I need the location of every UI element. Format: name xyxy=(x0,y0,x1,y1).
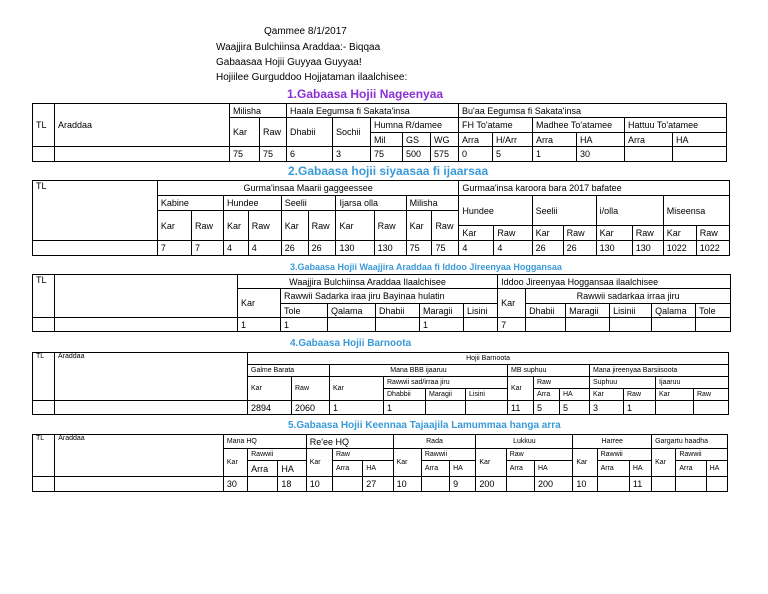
lisinii-value xyxy=(610,318,652,332)
gargartu-ha-value xyxy=(706,477,727,492)
waajjira-header: Waajjira Bulchiinsa Araddaa Ilaalchisee xyxy=(238,275,498,289)
kar-header: Kar xyxy=(238,289,281,318)
mana-jireenyaa-header: Mana jireenyaa Barsiisoota xyxy=(590,365,729,377)
milisha-raw-header: Raw xyxy=(432,211,459,241)
milisha-raw-value: 75 xyxy=(432,241,459,256)
ha-header: HA xyxy=(560,389,590,401)
tole-header: Tole xyxy=(281,304,328,318)
mil-value: 75 xyxy=(371,147,403,162)
miseensa-kar-header: Kar xyxy=(663,226,696,241)
humna-header: Humna R/damee xyxy=(371,118,459,133)
sochii-value: 3 xyxy=(333,147,371,162)
mb-suphuu-header: MB suphuu xyxy=(508,365,590,377)
suphuu-kar-value: 3 xyxy=(590,401,624,415)
reee-arra-value xyxy=(332,477,362,492)
qalama-header: Qalama xyxy=(328,304,376,318)
iolla-raw-header: Raw xyxy=(632,226,663,241)
galme-raw-value: 2060 xyxy=(292,401,330,415)
rada-kar-value: 10 xyxy=(393,477,421,492)
madhee-header: Madhee To'atamee xyxy=(533,118,625,133)
hundee2-kar-header: Kar xyxy=(459,226,494,241)
tl-cell xyxy=(33,477,55,492)
gurmaa-header: Gurma'insaa Maarii gaggeessee xyxy=(157,181,458,196)
reee-kar-value: 10 xyxy=(306,477,332,492)
section-1-title: 1.Gabaasa Hojii Nageenyaa xyxy=(287,87,444,101)
mana-kar-header: Kar xyxy=(223,449,247,477)
lukkuu-arra-value xyxy=(506,477,534,492)
gargartu-kar-header: Kar xyxy=(652,449,676,477)
section-3-title: 3.Gabaasa Hojii Waajjira Araddaa fi Iddoo Jireenyaa Hoggansaa xyxy=(290,262,562,272)
wg-header: WG xyxy=(431,133,459,147)
section-5-title: 5.Gabaasa Hojii Keennaa Tajaajila Lamummaa hanga arra xyxy=(288,420,561,431)
miseensa-kar-value: 1022 xyxy=(663,241,696,256)
tl-header: TL xyxy=(33,275,55,318)
lisini-value xyxy=(466,401,508,415)
tl-cell xyxy=(33,147,55,162)
dhabii-header: Dhabbii xyxy=(384,389,426,401)
seelii-kar-value: 26 xyxy=(281,241,308,256)
kar2-header: Kar xyxy=(498,289,526,318)
rawwii-bay-header: Rawwii Sadarka iraa jiru Bayinaa hulatin xyxy=(281,289,498,304)
harree-kar-header: Kar xyxy=(573,449,597,477)
rada-rawwii-header: Rawwii xyxy=(421,449,476,461)
dhabii-value: 6 xyxy=(287,147,333,162)
rawwii-sad-header: Rawwii sadarkaa irraa jiru xyxy=(526,289,731,304)
lisini-header: Lisini xyxy=(464,304,498,318)
tl-header: TL xyxy=(33,181,158,241)
kabine-kar-value: 7 xyxy=(157,241,191,256)
milisha-header: Milisha xyxy=(406,196,459,211)
kabine-header: Kabine xyxy=(157,196,223,211)
ijaaruu-kar-header: Kar xyxy=(656,389,694,401)
lukkuu-header: Lukkuu xyxy=(476,435,573,449)
harree-rawwii-header: Rawwii xyxy=(597,449,652,461)
gargartu-header: Gargartu haadha xyxy=(652,435,728,449)
lukkuu-kar-header: Kar xyxy=(476,449,506,477)
dhabii2-header: Dhabii xyxy=(526,304,566,318)
tole2-value xyxy=(696,318,731,332)
kar-value: 1 xyxy=(238,318,281,332)
suphuu-raw-value: 1 xyxy=(624,401,656,415)
fh-header: FH To'atame xyxy=(459,118,533,133)
hattuu-arra-header: Arra xyxy=(625,133,673,147)
sochii-header: Sochii xyxy=(333,118,371,147)
araddaa-header: Araddaa xyxy=(55,353,248,401)
miseensa-raw-header: Raw xyxy=(696,226,729,241)
tl-header: TL xyxy=(33,104,55,147)
gargartu-rawwii-header: Rawwii xyxy=(676,449,728,461)
qalama-value xyxy=(328,318,376,332)
seelii2-raw-header: Raw xyxy=(563,226,596,241)
rada-kar-header: Kar xyxy=(393,449,421,477)
haala-header: Haala Eegumsa fi Sakata'insa xyxy=(287,104,459,118)
fh-arra-value: 0 xyxy=(459,147,493,162)
raw-header: Raw xyxy=(260,118,287,147)
galme-raw-header: Raw xyxy=(292,377,330,401)
service-table xyxy=(32,434,728,492)
dhabii-header: Dhabii xyxy=(376,304,420,318)
mb-raw-header: Raw xyxy=(534,377,590,389)
hattuu-ha-header: HA xyxy=(673,133,727,147)
seelii2-raw-value: 26 xyxy=(563,241,596,256)
mana-ha-header: HA xyxy=(278,461,306,477)
madhee-arra-value: 1 xyxy=(533,147,577,162)
kar2-value: 7 xyxy=(498,318,526,332)
hundee2-kar-value: 4 xyxy=(459,241,494,256)
security-table xyxy=(32,103,727,162)
rada-ha-header: HA xyxy=(450,461,476,477)
section-2-title: 2.Gabaasa hojii siyaasaa fi ijaarsaa xyxy=(288,164,489,178)
wg-value: 575 xyxy=(431,147,459,162)
ijarsa-kar-value: 130 xyxy=(336,241,374,256)
araddaa-header: Araddaa xyxy=(55,104,230,147)
hundee-kar-value: 4 xyxy=(223,241,248,256)
intro-line: Hojiilee Gurguddoo Hojjataman ilaalchisee: xyxy=(216,72,408,83)
gargartu-kar-value xyxy=(652,477,676,492)
seelii-raw-header: Raw xyxy=(308,211,336,241)
lukkuu-kar-value: 200 xyxy=(476,477,506,492)
maragii2-value xyxy=(566,318,610,332)
tl-cell xyxy=(33,318,55,332)
miseensa-raw-value: 1022 xyxy=(696,241,729,256)
harree-ha-header: HA xyxy=(629,461,651,477)
hundee2-raw-value: 4 xyxy=(494,241,532,256)
hundee2-header: Hundee xyxy=(459,196,532,226)
madhee-ha-value: 30 xyxy=(577,147,625,162)
dhabii-header: Dhabii xyxy=(287,118,333,147)
politics-table xyxy=(32,180,730,256)
arra-value: 5 xyxy=(534,401,560,415)
reee-ha-header: HA xyxy=(363,461,393,477)
tl-header: TL xyxy=(33,435,55,477)
gargartu-ha-header: HA xyxy=(706,461,727,477)
galme-kar-value: 2894 xyxy=(248,401,292,415)
suphuu-header: Suphuu xyxy=(590,377,656,389)
hundee-raw-value: 4 xyxy=(248,241,281,256)
maragii-header: Maragii xyxy=(420,304,464,318)
milisha-header: Milisha xyxy=(230,104,287,118)
mana-ha-value: 18 xyxy=(278,477,306,492)
report-date: Qammee 8/1/2017 xyxy=(264,26,347,37)
tl-cell xyxy=(33,241,158,256)
education-table xyxy=(32,352,729,415)
rada-arra-header: Arra xyxy=(421,461,449,477)
hundee-raw-header: Raw xyxy=(248,211,281,241)
seelii-raw-value: 26 xyxy=(308,241,336,256)
ijarsa-raw-header: Raw xyxy=(374,211,406,241)
miseensa-header: Miseensa xyxy=(663,196,729,226)
mana-bbb-header: Mana BBB ijaaruu xyxy=(330,365,508,377)
lisinii-header: Lisinii xyxy=(610,304,652,318)
dhabii2-value xyxy=(526,318,566,332)
seelii2-kar-header: Kar xyxy=(532,226,563,241)
tole-value: 1 xyxy=(281,318,328,332)
mana-arra-value xyxy=(248,477,278,492)
section-4-title: 4.Gabaasa Hojii Barnoota xyxy=(290,338,412,349)
hattuu-header: Hattuu To'atamee xyxy=(625,118,727,133)
rada-arra-value xyxy=(421,477,449,492)
ijarsa-raw-value: 130 xyxy=(374,241,406,256)
rawwii-header: Rawwii sad/irraa jiru xyxy=(384,377,508,389)
fh-harr-header: H/Arr xyxy=(493,133,533,147)
araddaa-cell xyxy=(55,318,238,332)
ijarsa-header: Ijarsa olla xyxy=(336,196,406,211)
araddaa-cell xyxy=(55,147,230,162)
gargartu-arra-value xyxy=(676,477,706,492)
gargartu-arra-header: Arra xyxy=(676,461,706,477)
tl-cell xyxy=(33,401,55,415)
mil-header: Mil xyxy=(371,133,403,147)
milisha-kar-value: 75 xyxy=(406,241,432,256)
iolla-header: i/olla xyxy=(596,196,663,226)
report-title-line: Gabaasaa Hojii Guyyaa Guyyaa! xyxy=(216,57,362,68)
dhabii-value xyxy=(376,318,420,332)
harree-arra-header: Arra xyxy=(597,461,629,477)
qalama2-header: Qalama xyxy=(652,304,696,318)
mana-arra-header: Arra xyxy=(248,461,278,477)
harree-arra-value xyxy=(597,477,629,492)
reee-kar-header: Kar xyxy=(306,449,332,477)
harree-kar-value: 10 xyxy=(573,477,597,492)
hundee-header: Hundee xyxy=(223,196,281,211)
lisini-value xyxy=(464,318,498,332)
kabine-kar-header: Kar xyxy=(157,211,191,241)
hattuu-ha-value xyxy=(673,147,727,162)
mb-kar-value: 11 xyxy=(508,401,534,415)
ijaaruu-header: Ijaaruu xyxy=(656,377,729,389)
iddoo-header: Iddoo Jireenyaa Hoggansaa ilaalchisee xyxy=(498,275,731,289)
araddaa-cell xyxy=(55,477,224,492)
rada-ha-value: 9 xyxy=(450,477,476,492)
ijaaruu-raw-header: Raw xyxy=(694,389,729,401)
gs-value: 500 xyxy=(403,147,431,162)
seelii2-kar-value: 26 xyxy=(532,241,563,256)
bbb-kar-header: Kar xyxy=(330,377,384,401)
araddaa-header: Araddaa xyxy=(55,435,224,477)
milisha-raw-value: 75 xyxy=(260,147,287,162)
maragii-header: Maragii xyxy=(426,389,466,401)
qalama2-value xyxy=(652,318,696,332)
rada-header: Rada xyxy=(393,435,476,449)
reee-ha-value: 27 xyxy=(363,477,393,492)
suphuu-raw-header: Raw xyxy=(624,389,656,401)
office-table xyxy=(32,274,731,332)
harree-header: Harree xyxy=(573,435,652,449)
mana-rawwii-header: Rawwii xyxy=(248,449,307,461)
harree-ha-value: 11 xyxy=(629,477,651,492)
bbb-kar-value: 1 xyxy=(330,401,384,415)
suphuu-kar-header: Kar xyxy=(590,389,624,401)
gs-header: GS xyxy=(403,133,431,147)
madhee-ha-header: HA xyxy=(577,133,625,147)
iolla-kar-value: 130 xyxy=(596,241,632,256)
kar-header: Kar xyxy=(230,118,260,147)
araddaa-header xyxy=(55,275,238,318)
seelii-header: Seelii xyxy=(281,196,336,211)
galme-header: Galme Barata xyxy=(248,365,330,377)
ha-value: 5 xyxy=(560,401,590,415)
iolla-kar-header: Kar xyxy=(596,226,632,241)
lukkuu-arra-header: Arra xyxy=(506,461,534,477)
iolla-raw-value: 130 xyxy=(632,241,663,256)
buaa-header: Bu'aa Eegumsa fi Sakata'insa xyxy=(459,104,727,118)
seelii2-header: Seelii xyxy=(532,196,596,226)
mb-kar-header: Kar xyxy=(508,377,534,401)
ijarsa-kar-header: Kar xyxy=(336,211,374,241)
fh-harr-value: 5 xyxy=(493,147,533,162)
araddaa-cell xyxy=(55,401,248,415)
hundee-kar-header: Kar xyxy=(223,211,248,241)
gurmaa-karoora-header: Gurmaa'insa karoora bara 2017 bafatee xyxy=(459,181,730,196)
lukkuu-ha-header: HA xyxy=(534,461,572,477)
lisini-header: Lisini xyxy=(466,389,508,401)
mana-kar-value: 30 xyxy=(223,477,247,492)
maragii-value xyxy=(426,401,466,415)
madhee-arra-header: Arra xyxy=(533,133,577,147)
fh-arra-header: Arra xyxy=(459,133,493,147)
tole2-header: Tole xyxy=(696,304,731,318)
reee-hq-header: Re'ee HQ xyxy=(306,435,393,449)
dhabii-value: 1 xyxy=(384,401,426,415)
office-line: Waajjira Bulchiinsa Araddaa:- Biqqaa xyxy=(216,42,381,53)
tl-header: TL xyxy=(33,353,55,401)
seelii-kar-header: Kar xyxy=(281,211,308,241)
hattuu-arra-value xyxy=(625,147,673,162)
hundee2-raw-header: Raw xyxy=(494,226,532,241)
lukkuu-ha-value: 200 xyxy=(534,477,572,492)
milisha-kar-header: Kar xyxy=(406,211,432,241)
galme-kar-header: Kar xyxy=(248,377,292,401)
kabine-raw-value: 7 xyxy=(191,241,223,256)
hojii-barnoota-header: Hojii Barnoota xyxy=(248,353,729,365)
kabine-raw-header: Raw xyxy=(191,211,223,241)
reee-raw-header: Raw xyxy=(332,449,393,461)
mana-hq-header: Mana HQ xyxy=(223,435,306,449)
maragii2-header: Maragii xyxy=(566,304,610,318)
reee-arra-header: Arra xyxy=(332,461,362,477)
lukkuu-raw-header: Raw xyxy=(506,449,573,461)
ijaaruu-raw-value xyxy=(694,401,729,415)
milisha-kar-value: 75 xyxy=(230,147,260,162)
ijaaruu-kar-value xyxy=(656,401,694,415)
maragii-value: 1 xyxy=(420,318,464,332)
arra-header: Arra xyxy=(534,389,560,401)
